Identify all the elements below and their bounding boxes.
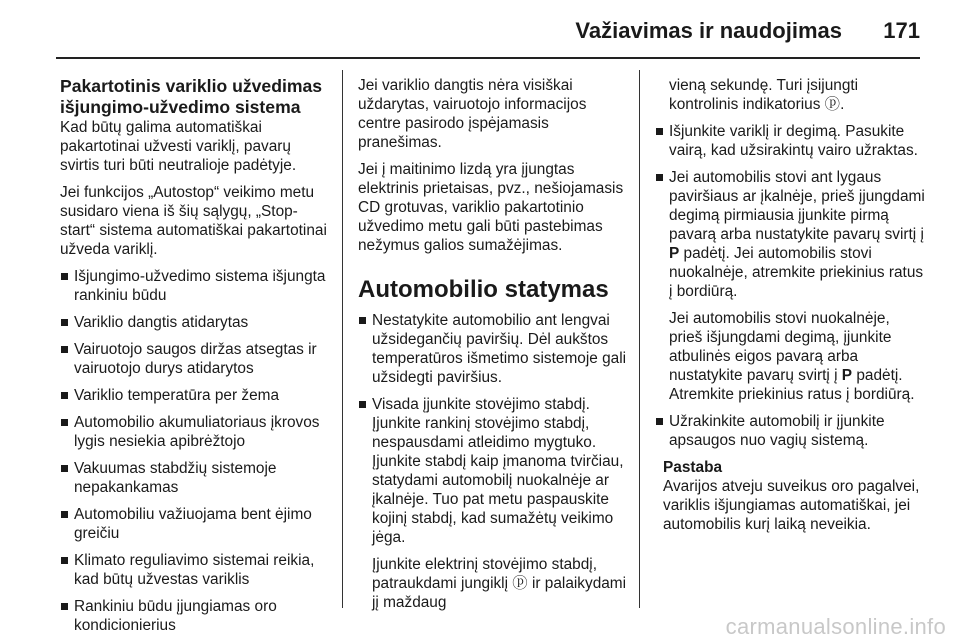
bullet-icon: [61, 346, 68, 353]
list-item: Vakuumas stabdžių sistemoje nepakankamas: [60, 459, 332, 497]
list-item: Nestatykite automobilio ant lengvai užsidegančių paviršių. Dėl aukštos temperatūros išmetimo sistemoje gali užsidegti paviršius.: [358, 311, 628, 387]
bullet-icon: [359, 317, 366, 324]
note-text: Avarijos atveju suveikus oro pagalvei, variklis išjungiamas automatiškai, jei automobilis kurį laiką neveikia.: [663, 478, 920, 533]
column-1: [60, 76, 332, 643]
paragraph: Kad būtų galima automatiškai pakartotinai užvesti variklį, pavarų svirtis turi būti neutralioje padėtyje.: [60, 119, 297, 174]
bullet-icon: [656, 128, 663, 135]
bullet-icon: [61, 465, 68, 472]
header-title: Važiavimas ir naudojimas: [575, 18, 842, 43]
parking-list: [358, 311, 628, 547]
list-item: Užrakinkite automobilį ir įjunkite apsaugos nuo vagių sistemą.: [655, 412, 927, 450]
paragraph: Jei funkcijos „Autostop“ veikimo metu susidaro viena iš šių sąlygų, „Stop-start“ sistema automatiškai pakartotinai užveda variklį.: [60, 184, 327, 258]
column-divider-1: [342, 70, 343, 608]
bullet-icon: [61, 603, 68, 610]
watermark: carmanualsonline.info: [725, 614, 946, 639]
bullet-icon: [359, 401, 366, 408]
page-number: 171: [883, 18, 920, 43]
bullet-icon: [656, 418, 663, 425]
list-item: Klimato reguliavimo sistemai reikia, kad būtų užvestas variklis: [60, 551, 332, 589]
list-item-continuation: Įjunkite elektrinį stovėjimo stabdį, patraukdami jungiklį ⓟ ir palaikydami jį maždaug: [372, 556, 627, 611]
list-item: Variklio temperatūra per žema: [60, 386, 332, 405]
list-item: Automobilio akumuliatoriaus įkrovos lygis nesiekia apibrėžtojo: [60, 413, 332, 451]
gear-p-label: P: [669, 245, 680, 262]
column-2: [358, 76, 628, 620]
list-item: Išjunkite variklį ir degimą. Pasukite vairą, kad užsirakintų vairo užraktas.: [655, 122, 927, 160]
list-item: Automobiliu važiuojama bent ėjimo greičiu: [60, 505, 332, 543]
bullet-icon: [656, 174, 663, 181]
list-item: Variklio dangtis atidarytas: [60, 313, 332, 332]
paragraph: Jei į maitinimo lizdą yra įjungtas elektrinis prietaisas, pvz., nešiojamasis CD grotuvas, variklio pakartotinio užvedimo metu gali būti pastebimas nežymus galios sumažėjimas.: [358, 161, 624, 254]
list-item: Vairuotojo saugos diržas atsegtas ir vairuotojo durys atidarytos: [60, 340, 332, 378]
bullet-icon: [61, 273, 68, 280]
list-item: Jei automobilis stovi ant lygaus paviršiaus ar įkalnėje, prieš įjungdami degimą pirmiausia įjunkite pirmą pavarą arba nustatykite pavarų svirtį į P padėtį. Jei automobilis stovi nuokalnėje, atremkite priekinius ratus į bordiūrą.: [655, 168, 927, 301]
paragraph: Jei variklio dangtis nėra visiškai uždarytas, vairuotojo informacijos centre pasirodo įspėjamasis pranešimas.: [358, 77, 587, 151]
bullet-icon: [61, 511, 68, 518]
list-item: Išjungimo-užvedimo sistema išjungta rankiniu būdu: [60, 267, 332, 305]
list-item-continuation: Jei automobilis stovi nuokalnėje, prieš išjungdami degimą, įjunkite atbulinės eigos pavarą arba nustatykite pavarų svirtį į P padėtį. Atremkite priekinius ratus į bordiūrą.: [669, 310, 915, 403]
parking-list-end: [655, 412, 927, 450]
bullet-icon: [61, 419, 68, 426]
page-header: [0, 0, 960, 60]
note-title: Pastaba: [663, 459, 723, 476]
list-item: Visada įjunkite stovėjimo stabdį. Įjunkite rankinį stovėjimo stabdį, nespausdami atleidimo mygtuko. Įjunkite stabdį kaip įmanoma tvirčiau, statydami automobilį nuokalnėje ar įkalnėje. Tuo pat metu paspauskite kojinį stabdį, kad sumažėtų veikimo jėga.: [358, 395, 628, 547]
parking-list-continued: [655, 122, 927, 301]
list-item-continuation: vieną sekundę. Turi įsijungti kontrolinis indikatorius ⓟ.: [669, 77, 859, 113]
note-box: [655, 458, 927, 534]
header-rule: [56, 57, 920, 59]
column-divider-2: [639, 70, 640, 608]
condition-list: [60, 267, 332, 635]
bullet-icon: [61, 557, 68, 564]
section-heading-restart: Pakartotinis variklio užvedimas išjungimo-užvedimo sistema: [60, 76, 323, 117]
list-item: Rankiniu būdu įjungiamas oro kondicionierius: [60, 597, 332, 635]
section-heading-parking: Automobilio statymas: [358, 276, 609, 303]
column-3: [655, 76, 927, 542]
bullet-icon: [61, 392, 68, 399]
bullet-icon: [61, 319, 68, 326]
gear-p-label: P: [841, 367, 853, 384]
